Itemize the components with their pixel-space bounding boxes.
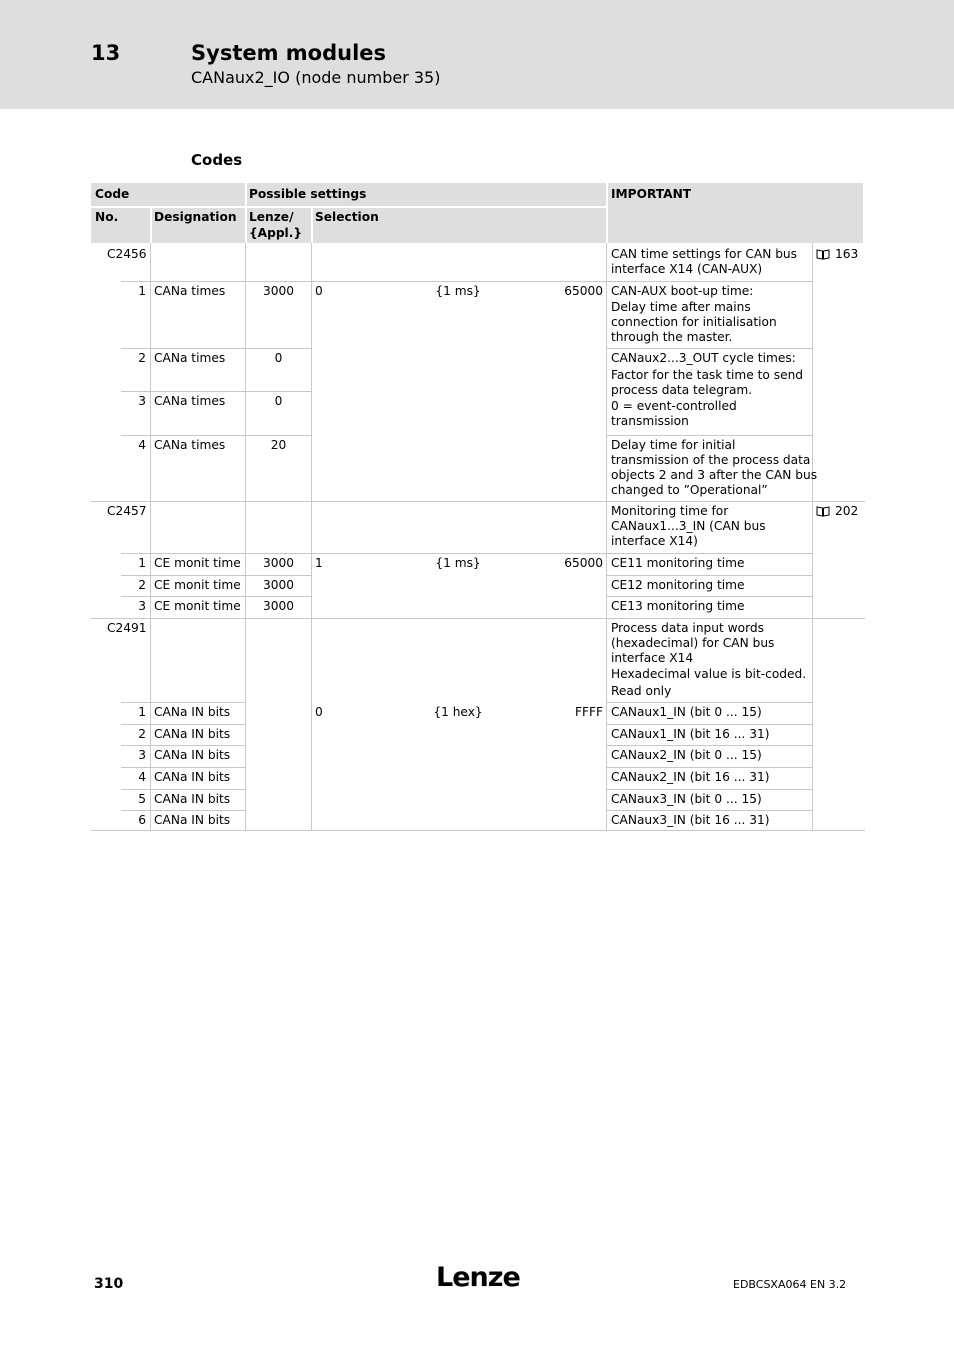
col-header-lenze: Lenze/	[249, 210, 294, 224]
table-cell-description: CANaux3_IN (bit 16 ... 31)	[611, 813, 770, 827]
table-cell-description: transmission of the process data	[611, 453, 811, 467]
table-cell-no: 5	[138, 792, 146, 806]
table-cell-lenze: 0	[274, 351, 283, 365]
table-cell-designation: CANa IN bits	[154, 727, 231, 741]
table-cell-designation: CANa IN bits	[154, 748, 231, 762]
table-cell-no: 2	[138, 351, 146, 365]
table-cell-selection-step: {1 ms}	[435, 556, 481, 570]
table-cell-description: Delay time for initial	[611, 438, 736, 452]
table-cell-lenze: 3000	[262, 556, 295, 570]
table-cell-description: CANaux3_IN (bit 0 ... 15)	[611, 792, 762, 806]
table-cell-description: interface X14	[611, 651, 694, 665]
table-cell-selection-max: FFFF	[574, 705, 603, 719]
table-cell-description: Process data input words	[611, 621, 764, 635]
chapter-title: System modules	[191, 41, 387, 65]
table-cell-description: Hexadecimal value is bit-coded.	[611, 667, 807, 681]
table-cell-lenze: 0	[274, 394, 283, 408]
table-cell-description: Read only	[611, 684, 672, 698]
reference-page-link[interactable]: 202	[835, 504, 859, 518]
table-cell-selection-max: 65000	[564, 284, 603, 298]
table-cell-designation: CANa IN bits	[154, 705, 231, 719]
table-cell-description: process data telegram.	[611, 383, 753, 397]
table-cell-designation: CANa IN bits	[154, 770, 231, 784]
table-cell-designation: CE monit time	[154, 599, 241, 613]
document-id: EDBCSXA064 EN 3.2	[733, 1278, 847, 1291]
table-cell-description: Monitoring time for	[611, 504, 729, 518]
table-cell-lenze: 3000	[262, 599, 295, 613]
table-cell-no: 2	[138, 578, 146, 592]
table-cell-no: 4	[138, 438, 146, 452]
table-cell-lenze: 3000	[262, 578, 295, 592]
table-cell-description: objects 2 and 3 after the CAN bus	[611, 468, 818, 482]
table-cell-designation: CE monit time	[154, 578, 241, 592]
table-cell-description: CANaux1...3_IN (CAN bus	[611, 519, 766, 533]
table-cell-designation: CANa IN bits	[154, 792, 231, 806]
table-cell-description: changed to ”Operational”	[611, 483, 768, 497]
table-cell-description: interface X14 (CAN-AUX)	[611, 262, 763, 276]
table-cell-description: (hexadecimal) for CAN bus	[611, 636, 775, 650]
table-cell-designation: CANa IN bits	[154, 813, 231, 827]
table-cell-lenze: 3000	[262, 284, 295, 298]
table-cell-description: Factor for the task time to send	[611, 368, 804, 382]
code-c2491: C2491	[107, 621, 147, 635]
code-c2456: C2456	[107, 247, 147, 261]
table-cell-description: CE12 monitoring time	[611, 578, 745, 592]
table-cell-designation: CE monit time	[154, 556, 241, 570]
col-header-no: No.	[95, 210, 119, 224]
table-cell-selection-min: 0	[315, 284, 323, 298]
table-cell-designation: CANa times	[154, 394, 226, 408]
table-cell-designation: CANa times	[154, 351, 226, 365]
chapter-number: 13	[91, 41, 121, 65]
table-cell-description: CANaux1_IN (bit 16 ... 31)	[611, 727, 770, 741]
table-cell-description: connection for initialisation	[611, 315, 777, 329]
code-c2457: C2457	[107, 504, 147, 518]
table-cell-designation: CANa times	[154, 438, 226, 452]
table-cell-no: 4	[138, 770, 146, 784]
table-cell-selection-max: 65000	[564, 556, 603, 570]
col-header-selection: Selection	[315, 210, 379, 224]
section-title: Codes	[191, 151, 243, 169]
table-cell-description: interface X14)	[611, 534, 698, 548]
col-header-code: Code	[95, 187, 130, 201]
table-cell-description: CAN time settings for CAN bus	[611, 247, 798, 261]
table-cell-selection-min: 1	[315, 556, 323, 570]
reference-page-link[interactable]: 163	[835, 247, 859, 261]
book-icon	[816, 506, 830, 517]
lenze-logo: Lenze	[436, 1262, 520, 1293]
table-cell-description: CAN-AUX boot-up time:	[611, 284, 754, 298]
col-header-possible-settings: Possible settings	[249, 187, 367, 201]
book-icon	[816, 249, 830, 260]
table-cell-no: 6	[138, 813, 146, 827]
table-cell-description: CE11 monitoring time	[611, 556, 745, 570]
table-cell-description: Delay time after mains	[611, 300, 751, 314]
table-cell-selection-step: {1 hex}	[433, 705, 483, 719]
table-cell-description: through the master.	[611, 330, 733, 344]
table-cell-selection-step: {1 ms}	[435, 284, 481, 298]
col-header-appl: {Appl.}	[249, 226, 303, 240]
table-cell-description: 0 = event-controlled	[611, 399, 737, 413]
table-cell-no: 1	[138, 284, 146, 298]
chapter-header-band	[0, 0, 954, 109]
table-cell-no: 1	[138, 705, 146, 719]
table-cell-description: CE13 monitoring time	[611, 599, 745, 613]
col-header-designation: Designation	[154, 210, 237, 224]
table-cell-lenze: 20	[270, 438, 287, 452]
table-cell-selection-min: 0	[315, 705, 323, 719]
table-cell-no: 1	[138, 556, 146, 570]
table-cell-description: transmission	[611, 414, 689, 428]
table-cell-no: 3	[138, 748, 146, 762]
table-cell-no: 3	[138, 394, 146, 408]
table-cell-no: 3	[138, 599, 146, 613]
page-number: 310	[94, 1276, 124, 1292]
table-cell-description: CANaux2...3_OUT cycle times:	[611, 351, 796, 365]
col-header-important: IMPORTANT	[611, 187, 692, 201]
table-cell-description: CANaux2_IN (bit 16 ... 31)	[611, 770, 770, 784]
table-cell-no: 2	[138, 727, 146, 741]
table-cell-description: CANaux2_IN (bit 0 ... 15)	[611, 748, 762, 762]
table-cell-designation: CANa times	[154, 284, 226, 298]
table-cell-description: CANaux1_IN (bit 0 ... 15)	[611, 705, 762, 719]
chapter-subtitle: CANaux2_IO (node number 35)	[191, 68, 441, 87]
